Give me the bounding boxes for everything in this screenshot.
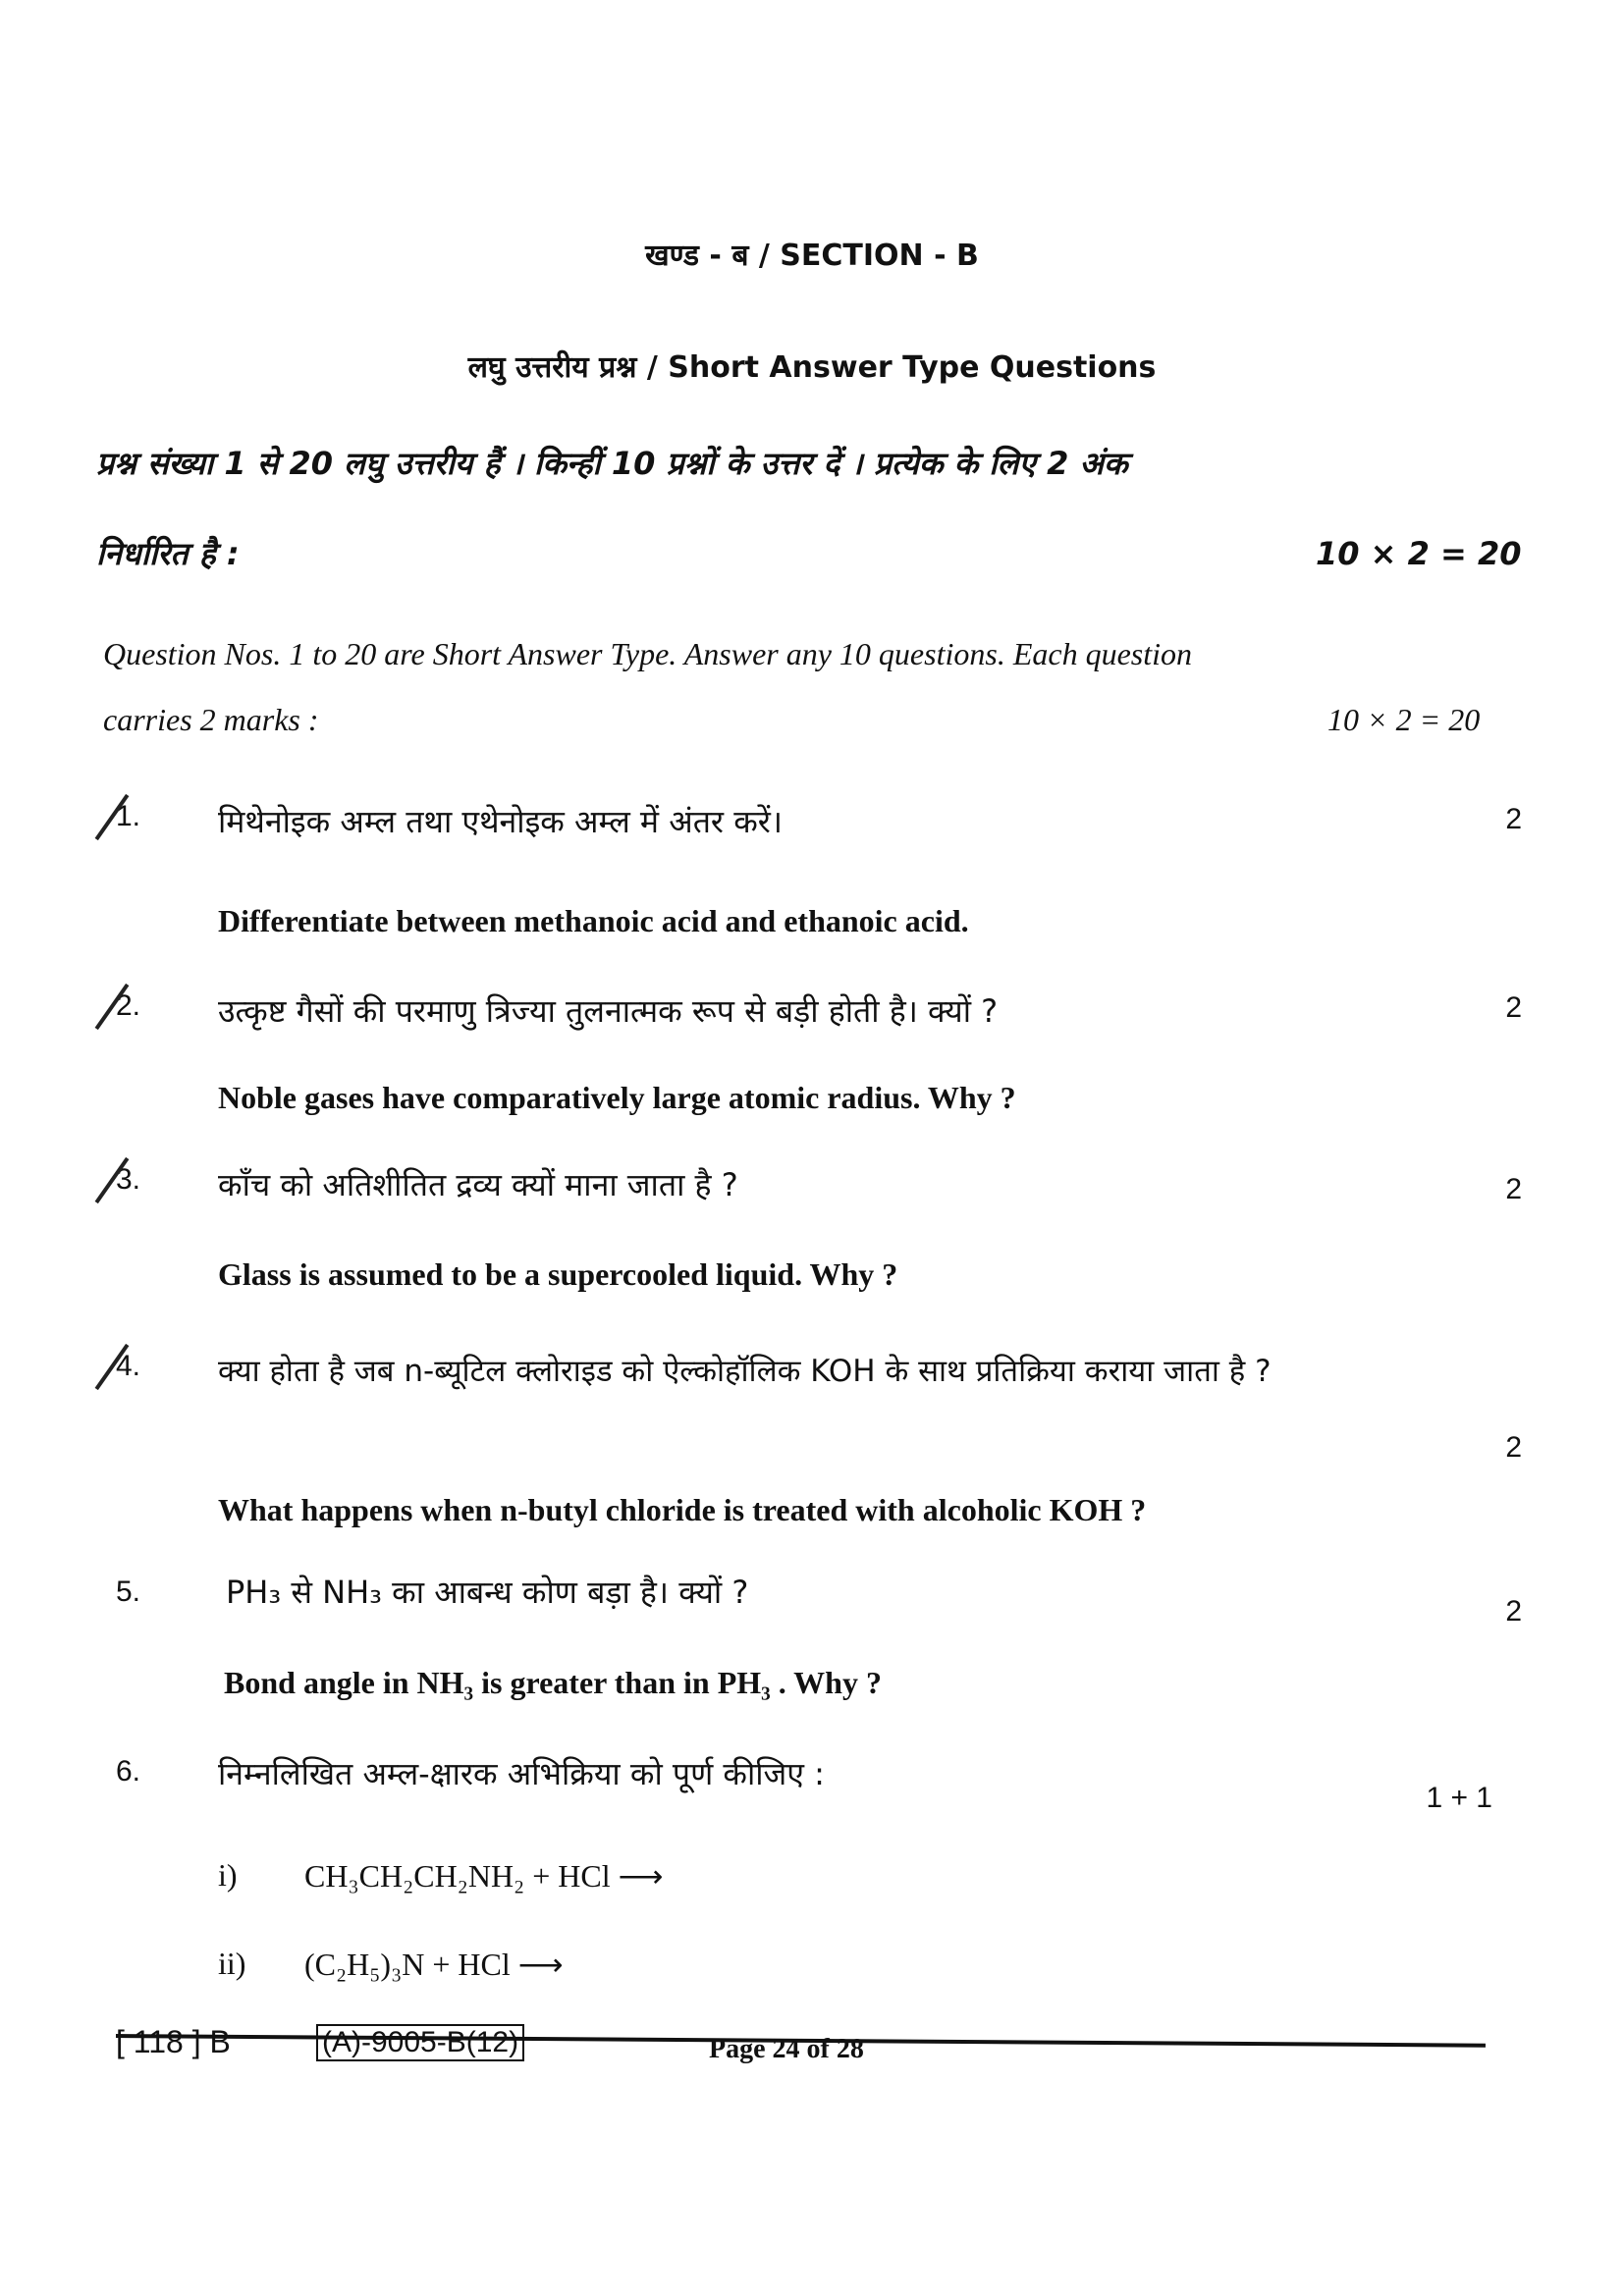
part-equation: (C₂H₅)₃N + HCl ⟶ xyxy=(304,1947,564,1982)
question-english: Bond angle in NH₃ is greater than in PH₃ . Why ? xyxy=(224,1665,882,1700)
question-english: Differentiate between methanoic acid and ethanoic acid. xyxy=(218,903,969,938)
question-english: What happens when n-butyl chloride is treated with alcoholic KOH ? xyxy=(218,1492,1147,1527)
q4-number: 4. xyxy=(116,1350,141,1382)
question-number xyxy=(116,989,140,1023)
question-hindi: निम्नलिखित अम्ल-क्षारक अभिक्रिया को पूर्ण कीजिए : xyxy=(218,1755,825,1792)
part-label: i) xyxy=(218,1857,238,1893)
question-number xyxy=(116,1163,140,1197)
question-marks: 2 xyxy=(1505,991,1522,1024)
question-number: 5. xyxy=(116,1575,141,1608)
question-marks: 2 xyxy=(1505,1431,1522,1464)
part-equation: CH₃CH₂CH₂NH₂ + HCl ⟶ xyxy=(304,1858,664,1894)
part-label: ii) xyxy=(218,1946,246,1981)
question-marks: 2 xyxy=(1505,1173,1522,1205)
question-hindi: क्या होता है जब n-ब्यूटिल क्लोराइड को ऐल्कोहॉलिक KOH के साथ प्रतिक्रिया कराया जाता है ? xyxy=(218,1354,1272,1389)
question-english: Noble gases have comparatively large atomic radius. Why ? xyxy=(218,1080,1016,1115)
question-marks: 2 xyxy=(1505,1595,1522,1628)
q2-number: 2. xyxy=(116,989,141,1022)
instruction-hindi-1: प्रश्न संख्या 1 से 20 लघु उत्तरीय हैं । किन्हीं 10 प्रश्नों के उत्तर दें । प्रत्येक के लिए 2 अंक xyxy=(96,445,1128,482)
question-english: Glass is assumed to be a supercooled liquid. Why ? xyxy=(218,1256,898,1292)
question-number: 6. xyxy=(116,1755,141,1788)
question-marks: 1 + 1 xyxy=(1426,1782,1492,1814)
question-marks: 2 xyxy=(1505,803,1522,835)
question-hindi: PH₃ से NH₃ का आबन्ध कोण बड़ा है। क्यों ? xyxy=(226,1574,749,1611)
instruction-english-1: Question Nos. 1 to 20 are Short Answer Type. Answer any 10 questions. Each question xyxy=(103,636,1192,671)
question-number xyxy=(116,1350,140,1383)
subtitle: लघु उत्तरीय प्रश्न / Short Answer Type Questions xyxy=(467,350,1157,385)
footer-code: [ 118 ] B xyxy=(116,2024,231,2059)
question-number xyxy=(116,800,140,833)
q3-number: 3. xyxy=(116,1163,141,1196)
instruction-english-marks: 10 × 2 = 20 xyxy=(1327,702,1481,737)
paper-code: (A)-9005-B(12) xyxy=(316,2024,524,2061)
instruction-hindi-2: निर्धारित है : xyxy=(96,535,240,572)
instruction-hindi-marks: 10 × 2 = 20 xyxy=(1316,535,1522,572)
instruction-english-2: carries 2 marks : xyxy=(103,702,319,737)
question-hindi: मिथेनोइक अम्ल तथा एथेनोइक अम्ल में अंतर करें। xyxy=(218,803,783,840)
section-title: खण्ड - ब / SECTION - B xyxy=(645,239,979,273)
page-number: Page 24 of 28 xyxy=(709,2034,864,2064)
question-hindi: उत्कृष्ट गैसों की परमाणु त्रिज्या तुलनात्मक रूप से बड़ी होती है। क्यों ? xyxy=(218,992,999,1030)
question-hindi: काँच को अतिशीतित द्रव्य क्यों माना जाता है ? xyxy=(218,1166,738,1203)
q1-number: 1. xyxy=(116,800,141,832)
